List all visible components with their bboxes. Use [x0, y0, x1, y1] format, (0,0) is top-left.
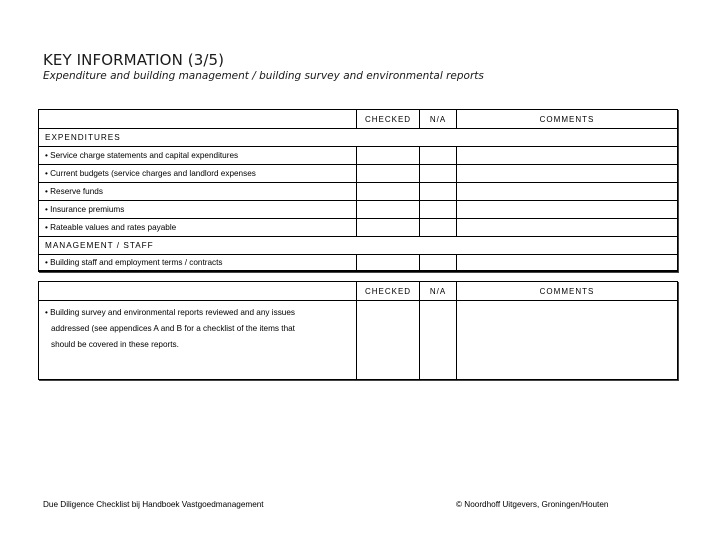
survey-line: • Building survey and environmental reports reviewed and any issues [45, 308, 295, 317]
header-comments: COMMENTS [539, 114, 595, 124]
header-comments: COMMENTS [539, 286, 595, 296]
column-divider [356, 110, 357, 129]
survey-line: should be covered in these reports. [51, 340, 179, 349]
column-divider [419, 255, 420, 271]
section-label-expenditures: EXPENDITURES [45, 133, 121, 142]
column-divider [419, 147, 420, 237]
table-row [39, 165, 677, 183]
column-divider [456, 282, 457, 379]
section-label-management: MANAGEMENT / STAFF [45, 241, 154, 250]
table-header-row [39, 110, 677, 129]
column-divider [419, 282, 420, 379]
footer-copyright: © Noordhoff Uitgevers, Groningen/Houten [456, 500, 609, 509]
column-divider [456, 255, 457, 271]
column-divider [456, 110, 457, 129]
table-row [39, 183, 677, 201]
page-subtitle: Expenditure and building management / building survey and environmental reports [43, 70, 484, 82]
column-divider [356, 255, 357, 271]
table-row [39, 201, 677, 219]
checklist-table-survey [38, 281, 678, 380]
page-title: KEY INFORMATION (3/5) [43, 51, 225, 69]
table-header-row [39, 282, 677, 301]
row-label: • Reserve funds [45, 187, 103, 196]
checklist-table-expenditures [38, 109, 678, 272]
survey-line: addressed (see appendices A and B for a checklist of the items that [51, 324, 295, 333]
header-na: N/A [429, 114, 447, 124]
row-label: • Current budgets (service charges and landlord expenses [45, 169, 256, 178]
header-checked: CHECKED [364, 114, 412, 124]
table-row [39, 219, 677, 237]
footer-source: Due Diligence Checklist bij Handboek Vastgoedmanagement [43, 500, 264, 509]
column-divider [356, 147, 357, 237]
column-divider [456, 147, 457, 237]
table-row [39, 129, 677, 147]
header-na: N/A [429, 286, 447, 296]
column-divider [419, 110, 420, 129]
row-label: • Building staff and employment terms / contracts [45, 258, 223, 267]
table-row [39, 237, 677, 255]
header-checked: CHECKED [364, 286, 412, 296]
survey-item-text [45, 305, 295, 353]
table-row [39, 147, 677, 165]
table-row [39, 255, 677, 271]
row-label: • Insurance premiums [45, 205, 125, 214]
row-label: • Service charge statements and capital expenditures [45, 151, 239, 160]
row-label: • Rateable values and rates payable [45, 223, 177, 232]
column-divider [356, 282, 357, 379]
